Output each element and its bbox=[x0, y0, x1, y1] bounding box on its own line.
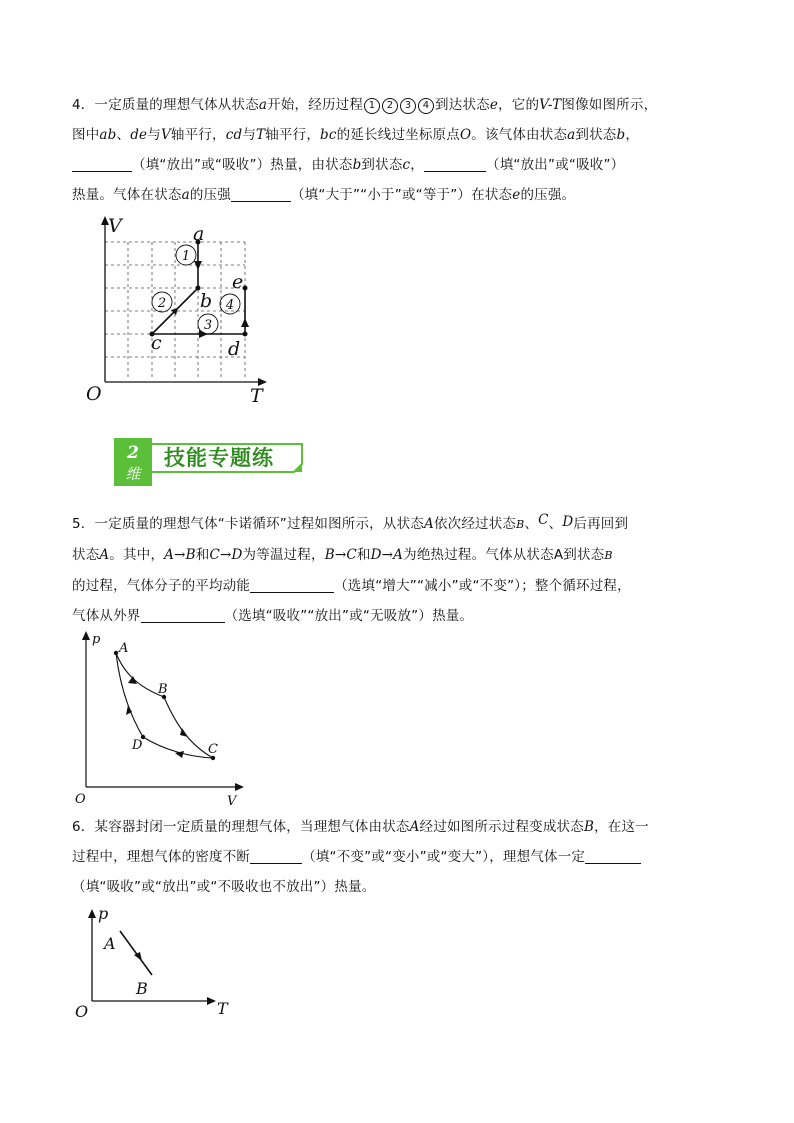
q4-var: cd bbox=[225, 127, 243, 143]
q4-var: e bbox=[512, 187, 521, 203]
q5-text: 为等温过程， bbox=[242, 547, 325, 563]
p-axis-arrow bbox=[88, 909, 96, 918]
q5-text: 为绝热过程。气体从状态A到状态 bbox=[403, 547, 605, 563]
q4-text: （填“放出”或“吸收”） bbox=[486, 157, 625, 173]
q6-text: 过程中，理想气体的密度不断 bbox=[72, 849, 251, 865]
q4-text: （填“大于”“小于”或“等于”）在状态 bbox=[290, 187, 513, 203]
q4-text: 、 bbox=[116, 127, 131, 143]
q6-text: （填“不变”或“变小”或“变大”），理想气体一定 bbox=[302, 849, 586, 865]
q4-text: 开始，经历过程 bbox=[267, 97, 364, 113]
q4-var: bc bbox=[320, 127, 337, 143]
q4-text: 轴平行， bbox=[170, 127, 226, 143]
axis-label-t: T bbox=[250, 385, 263, 407]
q4-var: a bbox=[258, 97, 268, 113]
process-label-1: 1 bbox=[181, 249, 191, 264]
q5-math: B→C bbox=[324, 547, 357, 563]
v-axis-arrow bbox=[235, 783, 244, 791]
process-label-4: 4 bbox=[225, 298, 235, 313]
q4-var: b bbox=[352, 157, 362, 173]
process-arrow-ab bbox=[134, 952, 142, 961]
q5-text: （选填“吸收”“放出”或“无吸放”）热量。 bbox=[224, 608, 474, 624]
q5-text: 依次经过状态 bbox=[433, 516, 517, 532]
q5-text: 、 bbox=[548, 516, 563, 532]
t-axis-arrow bbox=[207, 997, 216, 1005]
cycle-points bbox=[114, 651, 215, 760]
q4-text: ， bbox=[625, 127, 640, 143]
question-4 bbox=[72, 90, 732, 210]
q4-var: de bbox=[130, 127, 148, 143]
q4-text: 到状态 bbox=[575, 127, 617, 143]
figure-6-pt-diagram bbox=[72, 903, 242, 1028]
q6-text: ，在这一 bbox=[594, 819, 649, 835]
q4-text: 的压强 bbox=[189, 187, 231, 203]
answer-blank[interactable] bbox=[585, 847, 641, 864]
q4-text: 热量。气体在状态 bbox=[72, 187, 182, 203]
q6-text: 6．某容器封闭一定质量的理想气体，当理想气体由状态 bbox=[72, 819, 410, 835]
q4-text: 的压强。 bbox=[520, 187, 576, 203]
circled-4: 4 bbox=[418, 98, 434, 114]
q4-var: b bbox=[616, 127, 626, 143]
q5-text: 和 bbox=[195, 547, 210, 563]
q4-var: e bbox=[489, 97, 499, 113]
q6-line-2 bbox=[72, 842, 732, 872]
state-label-b: B bbox=[136, 979, 148, 998]
q6-line-1 bbox=[72, 812, 732, 842]
axis-label-t: T bbox=[217, 999, 228, 1018]
process-label-3: 3 bbox=[203, 318, 213, 333]
q5-var: A bbox=[423, 516, 434, 532]
answer-blank[interactable] bbox=[424, 155, 486, 172]
figure-4-vt-diagram bbox=[80, 210, 280, 410]
q4-var: a bbox=[181, 187, 190, 203]
q6-var: B bbox=[583, 819, 595, 835]
q4-var: c bbox=[402, 157, 411, 173]
q5-var: D bbox=[562, 514, 574, 530]
circled-2: 2 bbox=[382, 98, 398, 114]
q5-math: D→A bbox=[370, 547, 404, 563]
q5-text: 、 bbox=[524, 516, 539, 532]
q4-text: 到状态 bbox=[361, 157, 403, 173]
answer-blank[interactable] bbox=[231, 185, 291, 202]
q4-var: T bbox=[256, 127, 266, 143]
q4-var: a bbox=[567, 127, 576, 143]
answer-blank[interactable] bbox=[250, 847, 302, 864]
q5-text: 气体从外界 bbox=[72, 608, 141, 624]
q4-var: O bbox=[459, 127, 472, 143]
q4-text: 图中 bbox=[72, 127, 100, 143]
answer-blank[interactable] bbox=[250, 576, 334, 593]
q4-line-3 bbox=[72, 150, 732, 180]
point-label-b: B bbox=[158, 682, 168, 697]
q5-text: （选填“增大”“减小”或“不变”）；整个循环过程， bbox=[334, 578, 631, 594]
banner-title: 技能专题练 bbox=[164, 446, 274, 470]
section-banner bbox=[112, 434, 308, 490]
q5-text: 和 bbox=[356, 547, 371, 563]
state-label-b: b bbox=[200, 290, 213, 312]
circled-1: 1 bbox=[364, 98, 380, 114]
q5-var: B bbox=[604, 549, 613, 562]
q4-text: 与 bbox=[147, 127, 161, 143]
banner-number: 2 bbox=[127, 443, 139, 463]
q4-text: 的延长线过坐标原点 bbox=[336, 127, 460, 143]
question-6 bbox=[72, 812, 732, 902]
process-label-2: 2 bbox=[157, 296, 167, 311]
q4-text: 与 bbox=[242, 127, 257, 143]
q5-var: B bbox=[516, 518, 525, 531]
q4-text: 。该气体由状态 bbox=[471, 127, 568, 143]
origin-label: O bbox=[75, 1002, 89, 1021]
axis-label-p: p bbox=[92, 632, 101, 647]
origin-label: O bbox=[86, 383, 102, 405]
q4-text: 4．一定质量的理想气体从状态 bbox=[72, 97, 259, 113]
q4-var: V-T bbox=[539, 97, 562, 113]
cycle-curves bbox=[116, 653, 213, 758]
axis-label-p: p bbox=[98, 904, 109, 923]
p-axis-arrow bbox=[82, 631, 90, 640]
point-label-c: C bbox=[208, 742, 218, 757]
point-label-a: A bbox=[119, 641, 129, 656]
q5-text: 5．一定质量的理想气体“卡诺循环”过程如图所示，从状态 bbox=[72, 516, 424, 532]
banner-wei: 维 bbox=[125, 465, 141, 483]
process-line-ab bbox=[120, 931, 152, 975]
figure-5-pv-diagram bbox=[72, 625, 252, 810]
axis-label-v: V bbox=[108, 215, 122, 237]
q4-text: ， bbox=[410, 157, 424, 173]
state-label-d: d bbox=[228, 338, 241, 360]
state-label-c: c bbox=[151, 332, 162, 354]
answer-blank[interactable] bbox=[72, 155, 132, 172]
q6-text: （填“吸收”或“放出”或“不吸收也不放出”）热量。 bbox=[72, 879, 376, 895]
q5-var: C bbox=[538, 512, 549, 528]
q5-text: 的过程，气体分子的平均动能 bbox=[72, 578, 251, 594]
state-label-e: e bbox=[232, 271, 244, 293]
circled-3: 3 bbox=[400, 98, 416, 114]
q4-line-4 bbox=[72, 180, 732, 210]
state-label-a: A bbox=[104, 934, 116, 953]
answer-blank[interactable] bbox=[141, 606, 225, 623]
axis-label-v: V bbox=[227, 794, 237, 809]
q4-text: 图像如图所示， bbox=[561, 97, 658, 113]
q5-line-1 bbox=[72, 505, 732, 540]
q6-line-3 bbox=[72, 872, 732, 902]
origin-label: O bbox=[75, 792, 86, 807]
q4-var: ab bbox=[99, 127, 117, 143]
q4-text: ，它的 bbox=[498, 97, 540, 113]
q5-var: A bbox=[99, 547, 110, 563]
state-label-a: a bbox=[193, 223, 205, 245]
q5-text: 状态 bbox=[72, 547, 100, 563]
q4-var: V bbox=[160, 127, 171, 143]
q6-text: 经过如图所示过程变成状态 bbox=[419, 819, 584, 835]
point-label-d: D bbox=[132, 738, 143, 753]
q6-var: A bbox=[409, 819, 420, 835]
q5-math: C→D bbox=[209, 547, 243, 563]
q5-text: 后再回到 bbox=[573, 516, 629, 532]
q4-text: （填“放出”或“吸收”）热量，由状态 bbox=[132, 157, 353, 173]
q4-line-1 bbox=[72, 90, 732, 120]
q5-text: 。其中， bbox=[109, 547, 165, 563]
q4-text: 轴平行， bbox=[265, 127, 321, 143]
q4-text: 到达状态 bbox=[435, 97, 490, 113]
q4-line-2 bbox=[72, 120, 732, 150]
q5-line-2 bbox=[72, 540, 732, 571]
q5-math: A→B bbox=[164, 547, 196, 563]
question-5 bbox=[72, 505, 732, 631]
q5-line-3 bbox=[72, 571, 732, 601]
